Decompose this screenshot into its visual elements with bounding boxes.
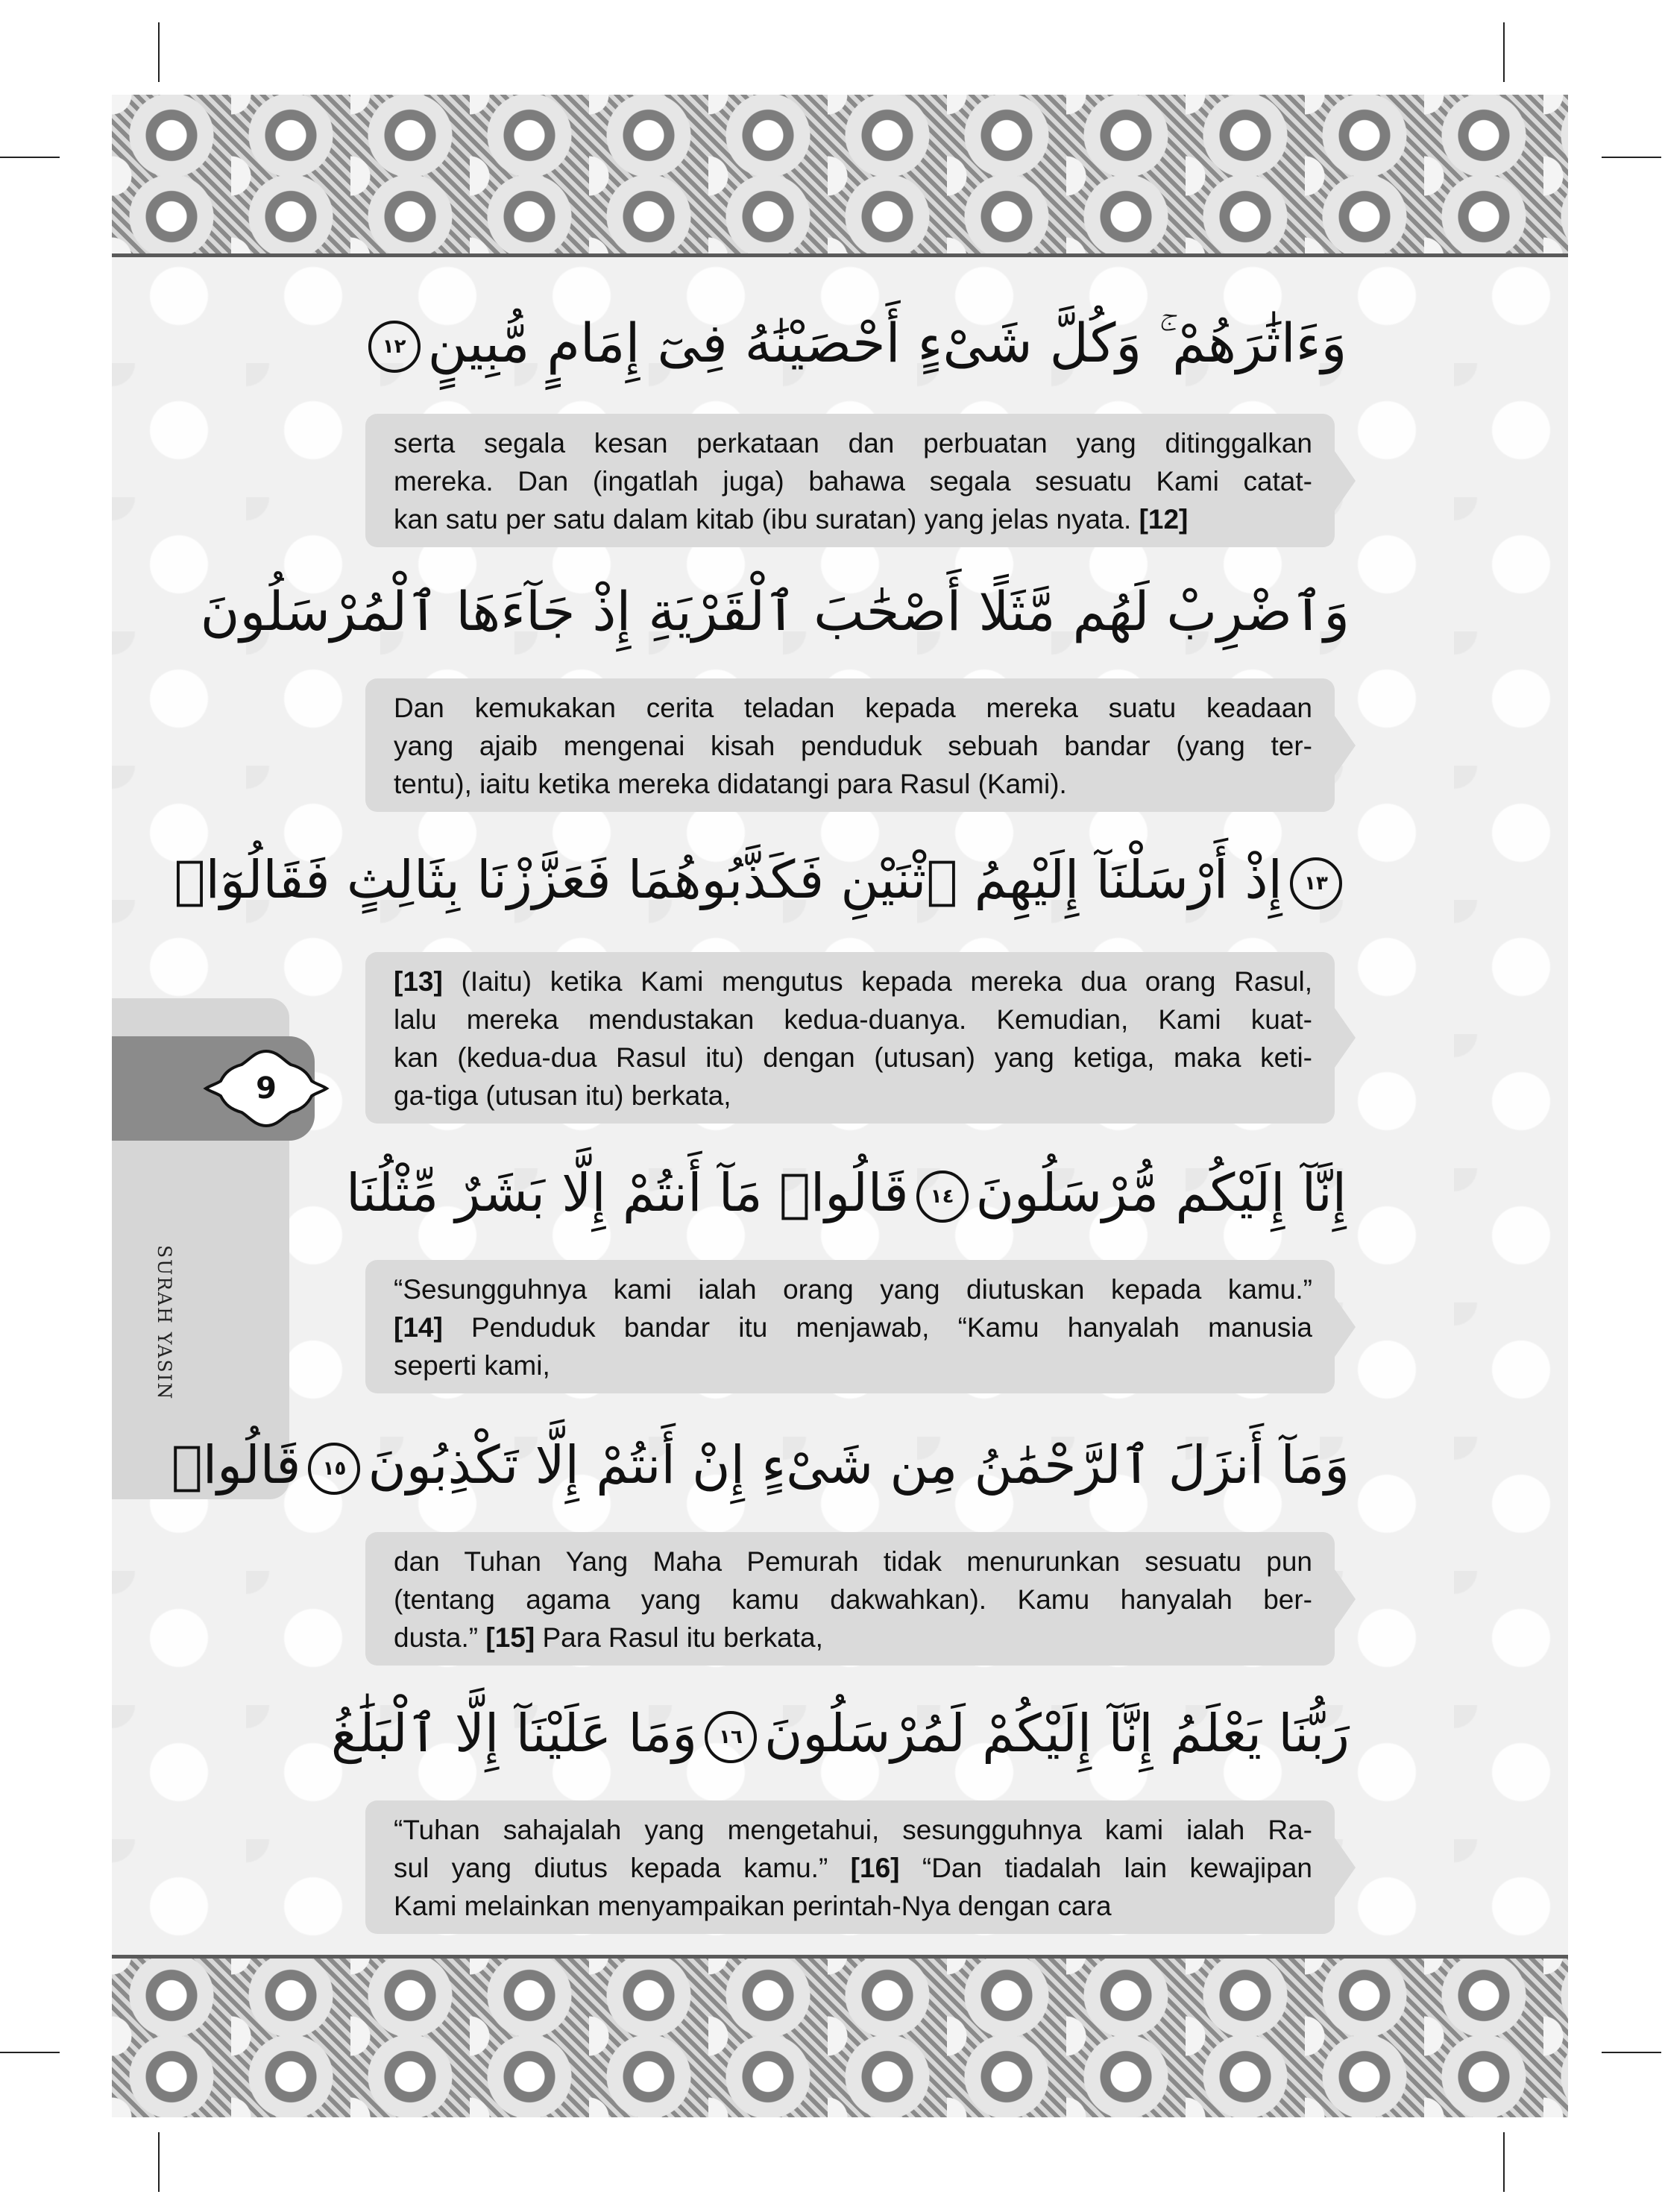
crop-mark bbox=[1503, 22, 1505, 82]
verse-marker: ١٥ bbox=[308, 1443, 360, 1495]
translation-line: dan Tuhan Yang Maha Pemurah tidak menurunkan sesuatu pun bbox=[394, 1546, 1312, 1577]
translation-line bbox=[394, 1619, 1312, 1657]
arabic-verse bbox=[200, 567, 1350, 656]
verse-marker: ١٦ bbox=[705, 1711, 757, 1763]
translation-box bbox=[365, 678, 1335, 812]
arabic-text: إِنَّآ إِلَيْكُم مُّرْسَلُونَ bbox=[975, 1162, 1347, 1223]
translation-line: “Tuhan sahajalah yang mengetahui, sesungguhnya kami ialah Ra- bbox=[394, 1815, 1312, 1845]
crop-mark bbox=[1602, 157, 1661, 158]
arabic-text: وَمَآ أَنزَلَ ٱلرَّحْمَٰنُ مِن شَىْءٍ إِنْ أَنتُمْ إِلَّا تَكْذِبُونَ bbox=[368, 1434, 1350, 1496]
translation-text: “Dan tiadalah lain kewajipan bbox=[922, 1853, 1312, 1883]
arabic-verse bbox=[358, 298, 1350, 388]
translation-line: seperti kami, bbox=[394, 1350, 550, 1381]
translation-line: kan (kedua-dua Rasul itu) dengan (utusan) yang ketiga, maka keti- bbox=[394, 1042, 1312, 1073]
band-border bbox=[112, 253, 1568, 257]
arabic-text: قَالُوا۟ bbox=[171, 1434, 301, 1496]
verse-number: [12] bbox=[1139, 504, 1189, 535]
page-number-badge bbox=[203, 1045, 330, 1132]
verse-number: [14] bbox=[394, 1312, 443, 1343]
translation-text: sul yang diutus kepada kamu.” bbox=[394, 1853, 828, 1883]
arabic-verse bbox=[343, 1148, 1350, 1238]
verse-number: [16] bbox=[850, 1853, 900, 1883]
crop-mark bbox=[1602, 2052, 1661, 2053]
verse-marker: ١٣ bbox=[1290, 857, 1342, 910]
verse-marker: ١٢ bbox=[368, 321, 421, 373]
arabic-text: قَالُوا۟ مَآ أَنتُمْ إِلَّا بَشَرٌ مِّثْلُنَا bbox=[345, 1162, 909, 1223]
translation-box bbox=[365, 1532, 1335, 1666]
arabic-text: وَٱضْرِبْ لَهُم مَّثَلًا أَصْحَٰبَ ٱلْقَرْيَةِ إِذْ جَآءَهَا ٱلْمُرْسَلُونَ bbox=[200, 580, 1350, 643]
surah-label: SURAH YASIN bbox=[154, 1245, 175, 1401]
translation-text: kan satu per satu dalam kitab (ibu suratan) yang jelas nyata. bbox=[394, 504, 1132, 535]
translation-line bbox=[394, 500, 1312, 538]
translation-text: (Iaitu) ketika Kami mengutus kepada mereka dua orang Rasul, bbox=[461, 966, 1312, 997]
translation-line: yang ajaib mengenai kisah penduduk sebuah bandar (yang ter- bbox=[394, 731, 1312, 761]
translation-line: lalu mereka mendustakan kedua-duanya. Kemudian, Kami kuat- bbox=[394, 1004, 1312, 1035]
crop-mark bbox=[158, 2132, 160, 2192]
verse-marker: ١٤ bbox=[916, 1170, 969, 1223]
translation-box bbox=[365, 952, 1335, 1124]
translation-line bbox=[394, 1849, 1312, 1887]
translation-line: serta segala kesan perkataan dan perbuatan yang ditinggalkan bbox=[394, 428, 1312, 459]
ornament-band-top bbox=[112, 95, 1568, 257]
translation-box bbox=[365, 414, 1335, 547]
translation-box bbox=[365, 1260, 1335, 1393]
arabic-text: رَبُّنَا يَعْلَمُ إِنَّآ إِلَيْكُمْ لَمُرْسَلُونَ bbox=[764, 1703, 1350, 1764]
verse-number: [13] bbox=[394, 966, 443, 997]
translation-line bbox=[394, 962, 1312, 1001]
crop-mark bbox=[158, 22, 160, 82]
translation-line bbox=[394, 1308, 1312, 1346]
arabic-verse bbox=[330, 1689, 1350, 1778]
band-border bbox=[112, 1955, 1568, 1959]
verse-number: [15] bbox=[485, 1622, 535, 1653]
arabic-verse bbox=[174, 835, 1350, 924]
translation-box bbox=[365, 1800, 1335, 1934]
translation-line: (tentang agama yang kamu dakwahkan). Kamu hanyalah ber- bbox=[394, 1584, 1312, 1615]
translation-line: Kami melainkan menyampaikan perintah-Nya dengan cara bbox=[394, 1891, 1112, 1921]
crop-mark bbox=[0, 2052, 60, 2053]
translation-line: ga-tiga (utusan itu) berkata, bbox=[394, 1080, 731, 1111]
arabic-verse bbox=[171, 1420, 1350, 1510]
translation-text: dusta.” bbox=[394, 1622, 479, 1653]
crop-mark bbox=[1503, 2132, 1505, 2192]
translation-line: “Sesungguhnya kami ialah orang yang diutuskan kepada kamu.” bbox=[394, 1274, 1312, 1305]
translation-line: tentu), iaitu ketika mereka didatangi para Rasul (Kami). bbox=[394, 769, 1067, 799]
crop-mark bbox=[0, 157, 60, 158]
translation-line: mereka. Dan (ingatlah juga) bahawa segala sesuatu Kami catat- bbox=[394, 466, 1312, 497]
arabic-text: وَءَاثَٰرَهُمْ ۚ وَكُلَّ شَىْءٍ أَحْصَيْنَٰهُ فِىٓ إِمَامٍ مُّبِينٍ bbox=[427, 312, 1347, 374]
ornament-band-bottom bbox=[112, 1955, 1568, 2117]
translation-text: Penduduk bandar itu menjawab, “Kamu hanyalah manusia bbox=[471, 1312, 1312, 1343]
arabic-text: وَمَا عَلَيْنَآ إِلَّا ٱلْبَلَٰغُ bbox=[330, 1703, 698, 1764]
page-number: 9 bbox=[256, 1071, 277, 1106]
arabic-text: إِذْ أَرْسَلْنَآ إِلَيْهِمُ ٱثْنَيْنِ فَكَذَّبُوهُمَا فَعَزَّزْنَا بِثَالِثٍ فَقَالُوٓا۟ bbox=[174, 849, 1282, 910]
translation-line: Dan kemukakan cerita teladan kepada mereka suatu keadaan bbox=[394, 693, 1312, 723]
translation-text: Para Rasul itu berkata, bbox=[542, 1622, 823, 1653]
